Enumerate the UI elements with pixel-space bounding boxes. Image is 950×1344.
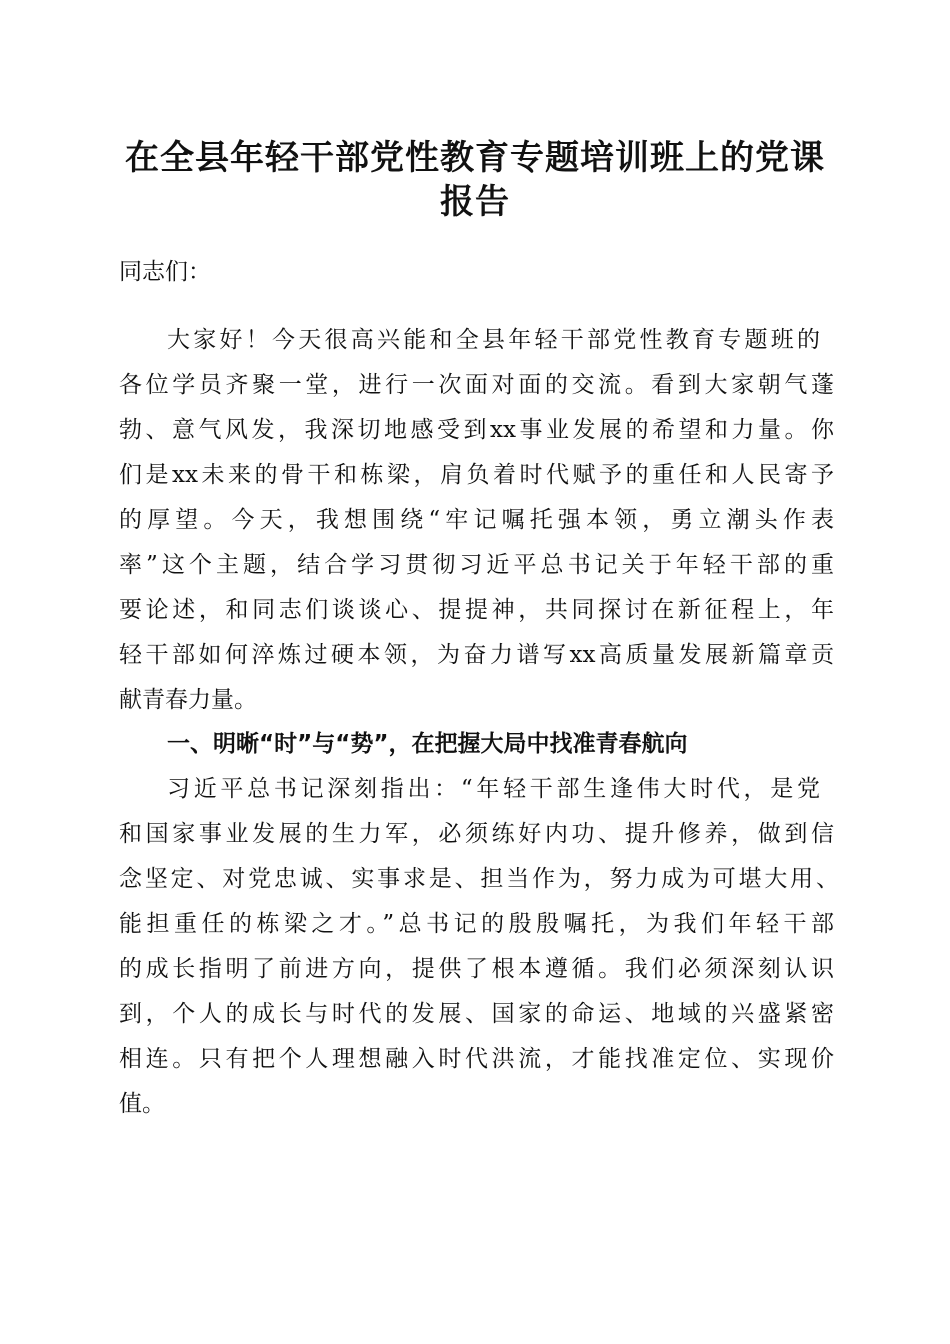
- paragraph-line: 念坚定、对党忠诚、实事求是、担当作为，努力成为可堪大用、: [119, 866, 839, 892]
- paragraph-line: 率”这个主题，结合学习贯彻习近平总书记关于年轻干部的重: [119, 552, 834, 578]
- salutation: 同志们：: [119, 259, 211, 285]
- paragraph-line: 的厚望。今天，我想围绕“牢记嘱托强本领，勇立潮头作表: [119, 507, 834, 533]
- paragraph-line: 相连。只有把个人理想融入时代洪流，才能找准定位、实现价: [119, 1046, 834, 1072]
- paragraph-line: 轻干部如何淬炼过硬本领，为奋力谱写xx高质量发展新篇章贡: [119, 642, 834, 668]
- paragraph-line: 献青春力量。: [119, 687, 257, 713]
- paragraph-line: 能担重任的栋梁之才。”总书记的殷殷嘱托，为我们年轻干部: [119, 911, 834, 937]
- paragraph-line: 各位学员齐聚一堂，进行一次面对面的交流。看到大家朝气蓬: [119, 372, 834, 398]
- paragraph-line: 大家好！今天很高兴能和全县年轻干部党性教育专题班的: [167, 327, 820, 353]
- document-title-line-2: 报告: [440, 182, 510, 222]
- paragraph-line: 值。: [119, 1091, 165, 1117]
- paragraph-line: 习近平总书记深刻指出：“年轻干部生逢伟大时代，是党: [167, 776, 820, 802]
- paragraph-line: 和国家事业发展的生力军，必须练好内功、提升修养，做到信: [119, 821, 834, 847]
- paragraph-line: 们是xx未来的骨干和栋梁，肩负着时代赋予的重任和人民寄予: [119, 462, 834, 488]
- section-heading: 一、明晰“时”与“势”，在把握大局中找准青春航向: [167, 731, 688, 757]
- paragraph-line: 的成长指明了前进方向，提供了根本遵循。我们必须深刻认识: [119, 956, 834, 982]
- paragraph-line: 到，个人的成长与时代的发展、国家的命运、地域的兴盛紧密: [119, 1001, 834, 1027]
- paragraph-line: 要论述，和同志们谈谈心、提提神，共同探讨在新征程上，年: [119, 597, 834, 623]
- document-title-line-1: 在全县年轻干部党性教育专题培训班上的党课: [125, 138, 825, 178]
- paragraph-line: 勃、意气风发，我深切地感受到xx事业发展的希望和力量。你: [119, 417, 834, 443]
